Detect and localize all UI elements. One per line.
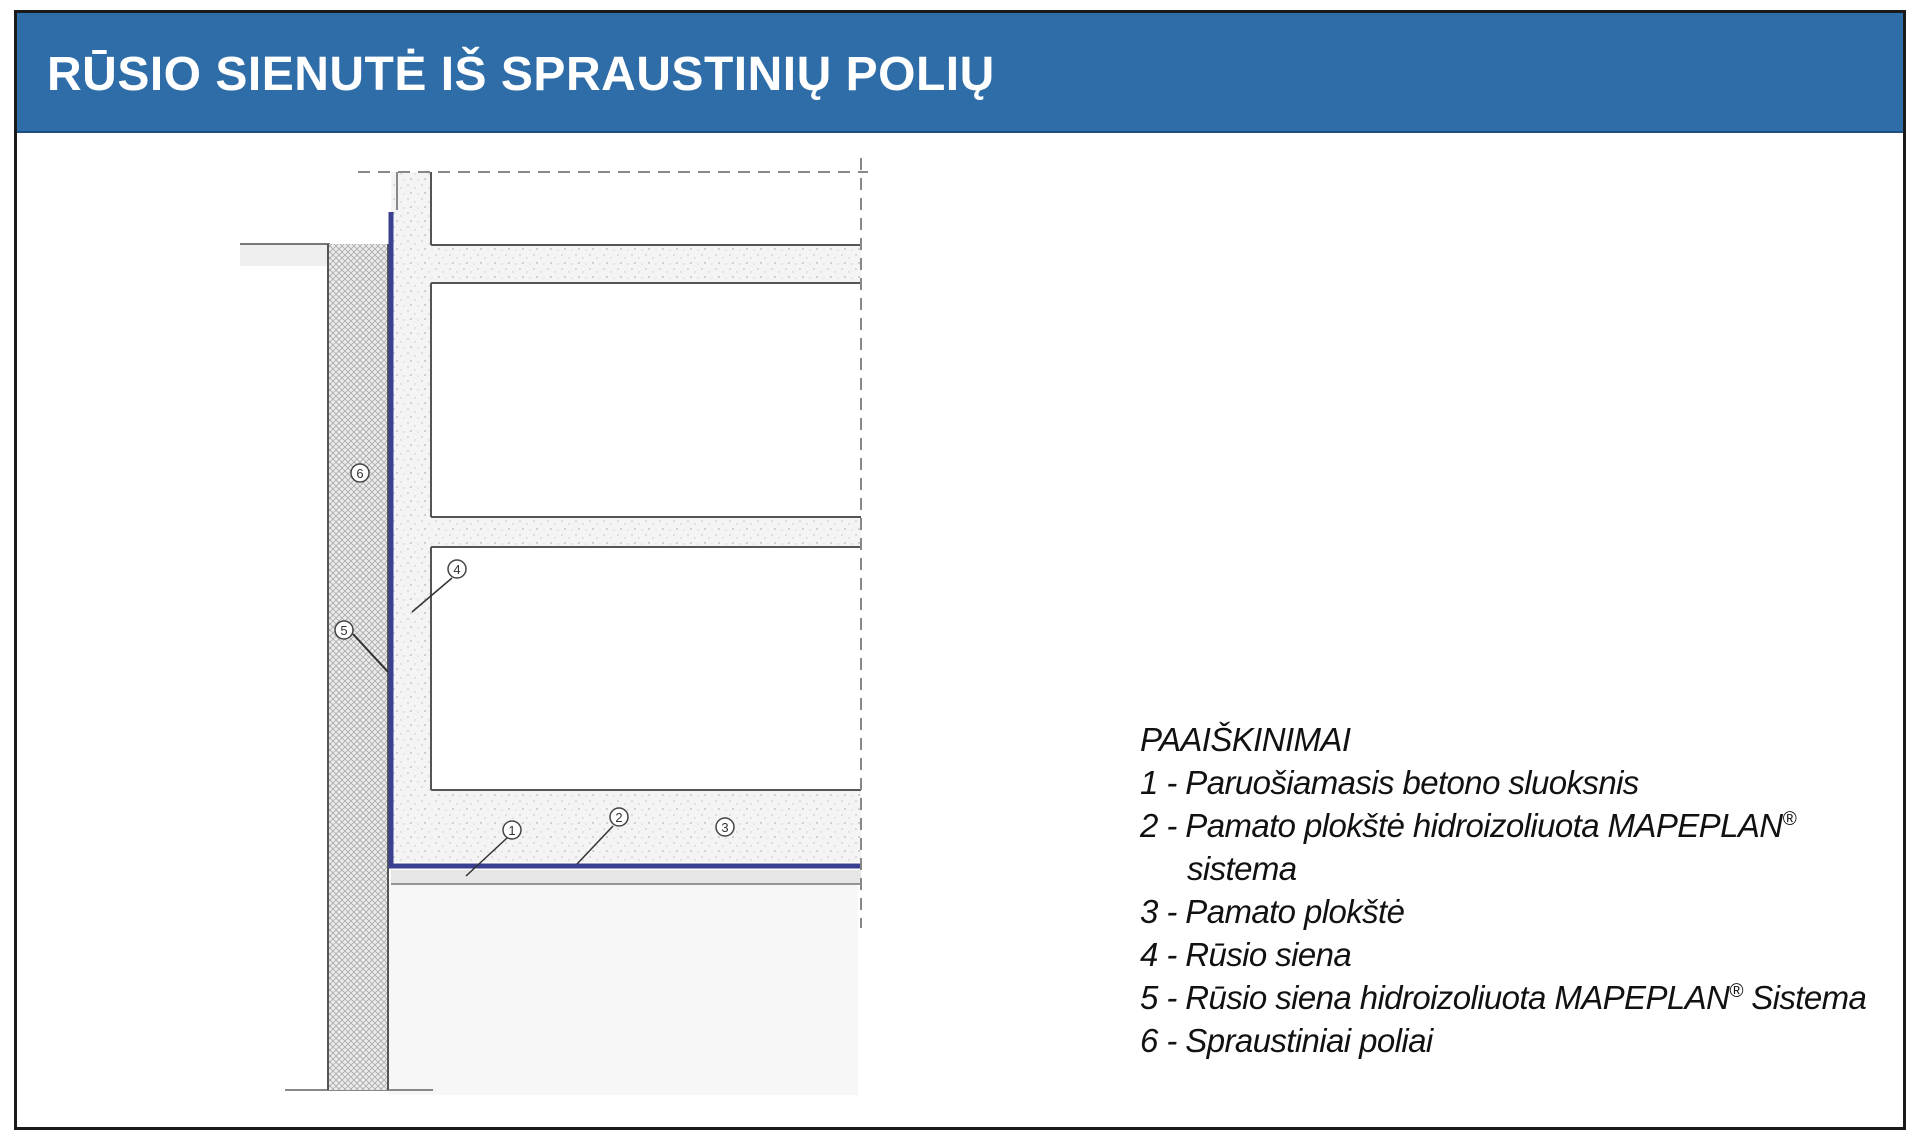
callout-3 <box>716 818 734 836</box>
legend-item-2: 2 - Pamato plokštė hidroizoliuota MAPEPLAN® <box>1140 807 1796 844</box>
svg-text:5: 5 <box>340 623 348 638</box>
legend-item-6: 6 - Spraustiniai poliai <box>1140 1022 1433 1059</box>
legend <box>1140 718 1867 1062</box>
sheet-piles <box>328 244 388 1090</box>
legend-item-3: 3 - Pamato plokštė <box>1140 893 1405 930</box>
legend-item-1: 1 - Paruošiamasis betono sluoksnis <box>1140 764 1639 801</box>
lean-concrete-layer <box>391 870 861 884</box>
svg-text:6: 6 <box>356 466 364 481</box>
legend-item-5: 5 - Rūsio siena hidroizoliuota MAPEPLAN® Sistema <box>1140 979 1867 1016</box>
basement-wall <box>391 172 431 862</box>
legend-heading: PAAIŠKINIMAI <box>1140 721 1351 758</box>
floor-slabs <box>431 172 861 862</box>
callout-6 <box>351 464 369 482</box>
registered-mark: ® <box>1729 981 1743 1002</box>
svg-text:4: 4 <box>453 562 461 577</box>
svg-text:3: 3 <box>721 820 729 835</box>
svg-text:1: 1 <box>508 823 516 838</box>
legend-item-4: 4 - Rūsio siena <box>1140 936 1352 973</box>
page-title: RŪSIO SIENUTĖ IŠ SPRAUSTINIŲ POLIŲ <box>47 48 995 101</box>
legend-item-2-continuation: sistema <box>1187 850 1297 887</box>
registered-mark: ® <box>1782 809 1796 830</box>
svg-text:2: 2 <box>615 810 623 825</box>
